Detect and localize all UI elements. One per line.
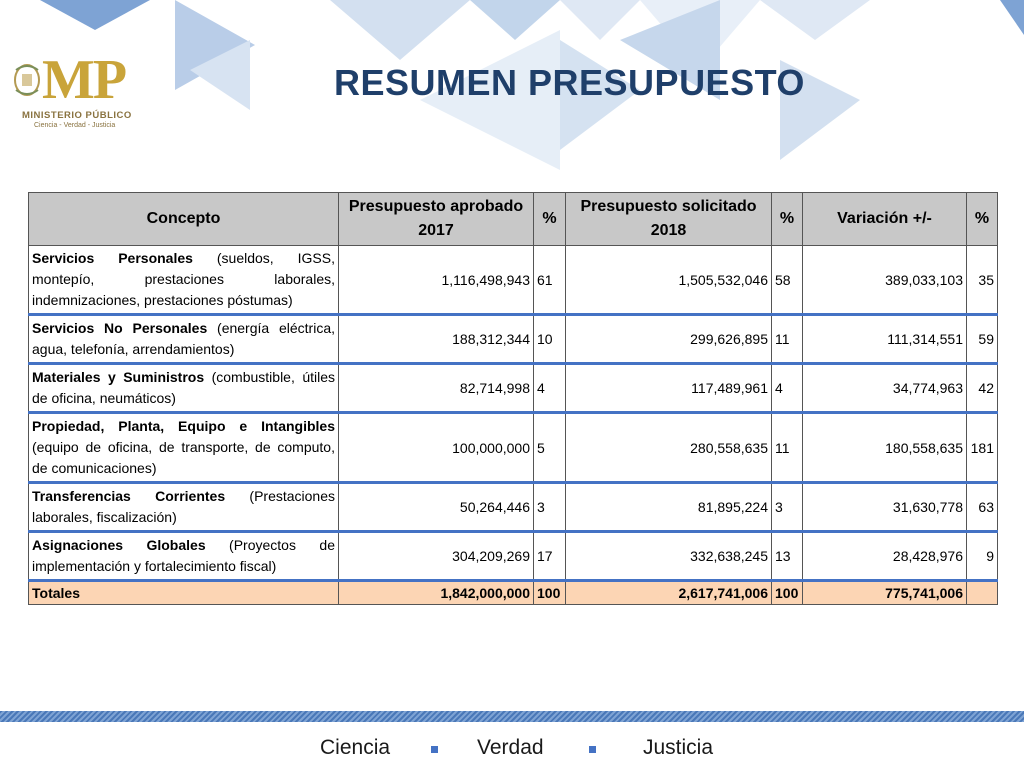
- totals-row: [29, 581, 998, 605]
- table-row: [29, 483, 998, 532]
- ministerio-publico-logo: [8, 49, 158, 132]
- bullet-square-icon: [431, 746, 438, 753]
- cell-aprobado: 100,000,000: [339, 413, 534, 483]
- cell-solicitado: 117,489,961: [566, 364, 772, 413]
- table-row: [29, 246, 998, 315]
- cell-aprobado: 188,312,344: [339, 315, 534, 364]
- concept-detail: (equipo de oficina, de transporte, de computo, de comunicaciones): [32, 439, 335, 476]
- header-pct-variacion: %: [967, 193, 998, 246]
- cell-pct-solicitado: 13: [772, 532, 803, 581]
- totals-label: Totales: [29, 581, 339, 605]
- concept-title: Propiedad, Planta, Equipo e Intangibles: [32, 418, 335, 434]
- cell-pct-variacion: 59: [967, 315, 998, 364]
- concept-title: Servicios No Personales: [32, 320, 208, 336]
- cell-aprobado: 1,116,498,943: [339, 246, 534, 315]
- footer-word-verdad: Verdad: [477, 736, 544, 759]
- header-concepto: Concepto: [29, 193, 339, 246]
- header-pct-solicitado: %: [772, 193, 803, 246]
- header-aprobado: [339, 193, 534, 246]
- cell-pct-aprobado: 10: [534, 315, 566, 364]
- cell-pct-solicitado: 58: [772, 246, 803, 315]
- cell-aprobado: 50,264,446: [339, 483, 534, 532]
- row-concept: [29, 364, 339, 413]
- header-solicitado-line1: Presupuesto solicitado: [580, 198, 757, 215]
- table-row: [29, 315, 998, 364]
- concept-detail: (Proyectos de implementación y fortalecimiento fiscal): [32, 537, 335, 574]
- logo-mark: MP: [42, 49, 126, 111]
- footer-word-justicia: Justicia: [643, 736, 714, 759]
- row-concept: [29, 413, 339, 483]
- total-variacion: 775,741,006: [803, 581, 967, 605]
- total-solicitado: 2,617,741,006: [566, 581, 772, 605]
- concept-detail: (sueldos, IGSS, montepío, prestaciones laborales, indemnizaciones, prestaciones póstumas): [32, 250, 335, 308]
- page-title: RESUMEN PRESUPUESTO: [334, 62, 805, 103]
- bullet-square-icon: [589, 746, 596, 753]
- cell-pct-variacion: 9: [967, 532, 998, 581]
- concept-title: Materiales y Suministros: [32, 369, 205, 385]
- cell-pct-variacion: 63: [967, 483, 998, 532]
- cell-aprobado: 82,714,998: [339, 364, 534, 413]
- budget-table: [28, 192, 998, 605]
- concept-detail: (Prestaciones laborales, fiscalización): [32, 488, 336, 525]
- total-pct-variacion: [967, 581, 998, 605]
- header-solicitado: [566, 193, 772, 246]
- total-pct-solicitado: 100: [772, 581, 803, 605]
- table-row: [29, 364, 998, 413]
- cell-variacion: 111,314,551: [803, 315, 967, 364]
- cell-pct-variacion: 35: [967, 246, 998, 315]
- concept-title: Servicios Personales: [32, 250, 193, 266]
- cell-solicitado: 280,558,635: [566, 413, 772, 483]
- logo-name: MINISTERIO PÚBLICO: [22, 110, 132, 121]
- cell-variacion: 180,558,635: [803, 413, 967, 483]
- table-row: [29, 532, 998, 581]
- cell-pct-aprobado: 4: [534, 364, 566, 413]
- cell-pct-solicitado: 11: [772, 315, 803, 364]
- cell-pct-solicitado: 11: [772, 413, 803, 483]
- total-aprobado: 1,842,000,000: [339, 581, 534, 605]
- concept-title: Asignaciones Globales: [32, 537, 206, 553]
- cell-variacion: 31,630,778: [803, 483, 967, 532]
- cell-pct-aprobado: 61: [534, 246, 566, 315]
- logo-motto: Ciencia - Verdad - Justicia: [34, 122, 116, 129]
- cell-solicitado: 299,626,895: [566, 315, 772, 364]
- cell-pct-solicitado: 4: [772, 364, 803, 413]
- concept-detail: (energía eléctrica, agua, telefonía, arrendamientos): [32, 320, 335, 357]
- row-concept: [29, 246, 339, 315]
- total-pct-aprobado: 100: [534, 581, 566, 605]
- table-row: [29, 413, 998, 483]
- cell-solicitado: 332,638,245: [566, 532, 772, 581]
- concept-title: Transferencias Corrientes: [32, 488, 226, 504]
- header-aprobado-line2: 2017: [418, 222, 454, 239]
- cell-variacion: 28,428,976: [803, 532, 967, 581]
- header-variacion: Variación +/-: [803, 193, 967, 246]
- cell-pct-solicitado: 3: [772, 483, 803, 532]
- header-pct-aprobado: %: [534, 193, 566, 246]
- coat-of-arms-icon: [10, 60, 44, 100]
- cell-pct-aprobado: 5: [534, 413, 566, 483]
- cell-solicitado: 81,895,224: [566, 483, 772, 532]
- table-header-row: [29, 193, 998, 246]
- cell-variacion: 34,774,963: [803, 364, 967, 413]
- header-solicitado-line2: 2018: [650, 222, 687, 239]
- cell-aprobado: 304,209,269: [339, 532, 534, 581]
- cell-pct-variacion: 181: [967, 413, 998, 483]
- cell-pct-aprobado: 3: [534, 483, 566, 532]
- footer-word-ciencia: Ciencia: [320, 736, 391, 759]
- row-concept: [29, 532, 339, 581]
- row-concept: [29, 483, 339, 532]
- cell-solicitado: 1,505,532,046: [566, 246, 772, 315]
- concept-detail: (combustible, útiles de oficina, neumáticos): [32, 369, 336, 406]
- footer-motto: [0, 736, 1024, 766]
- footer-band: [0, 711, 1024, 722]
- cell-pct-aprobado: 17: [534, 532, 566, 581]
- header-aprobado-line1: Presupuesto aprobado: [348, 198, 524, 215]
- row-concept: [29, 315, 339, 364]
- cell-variacion: 389,033,103: [803, 246, 967, 315]
- cell-pct-variacion: 42: [967, 364, 998, 413]
